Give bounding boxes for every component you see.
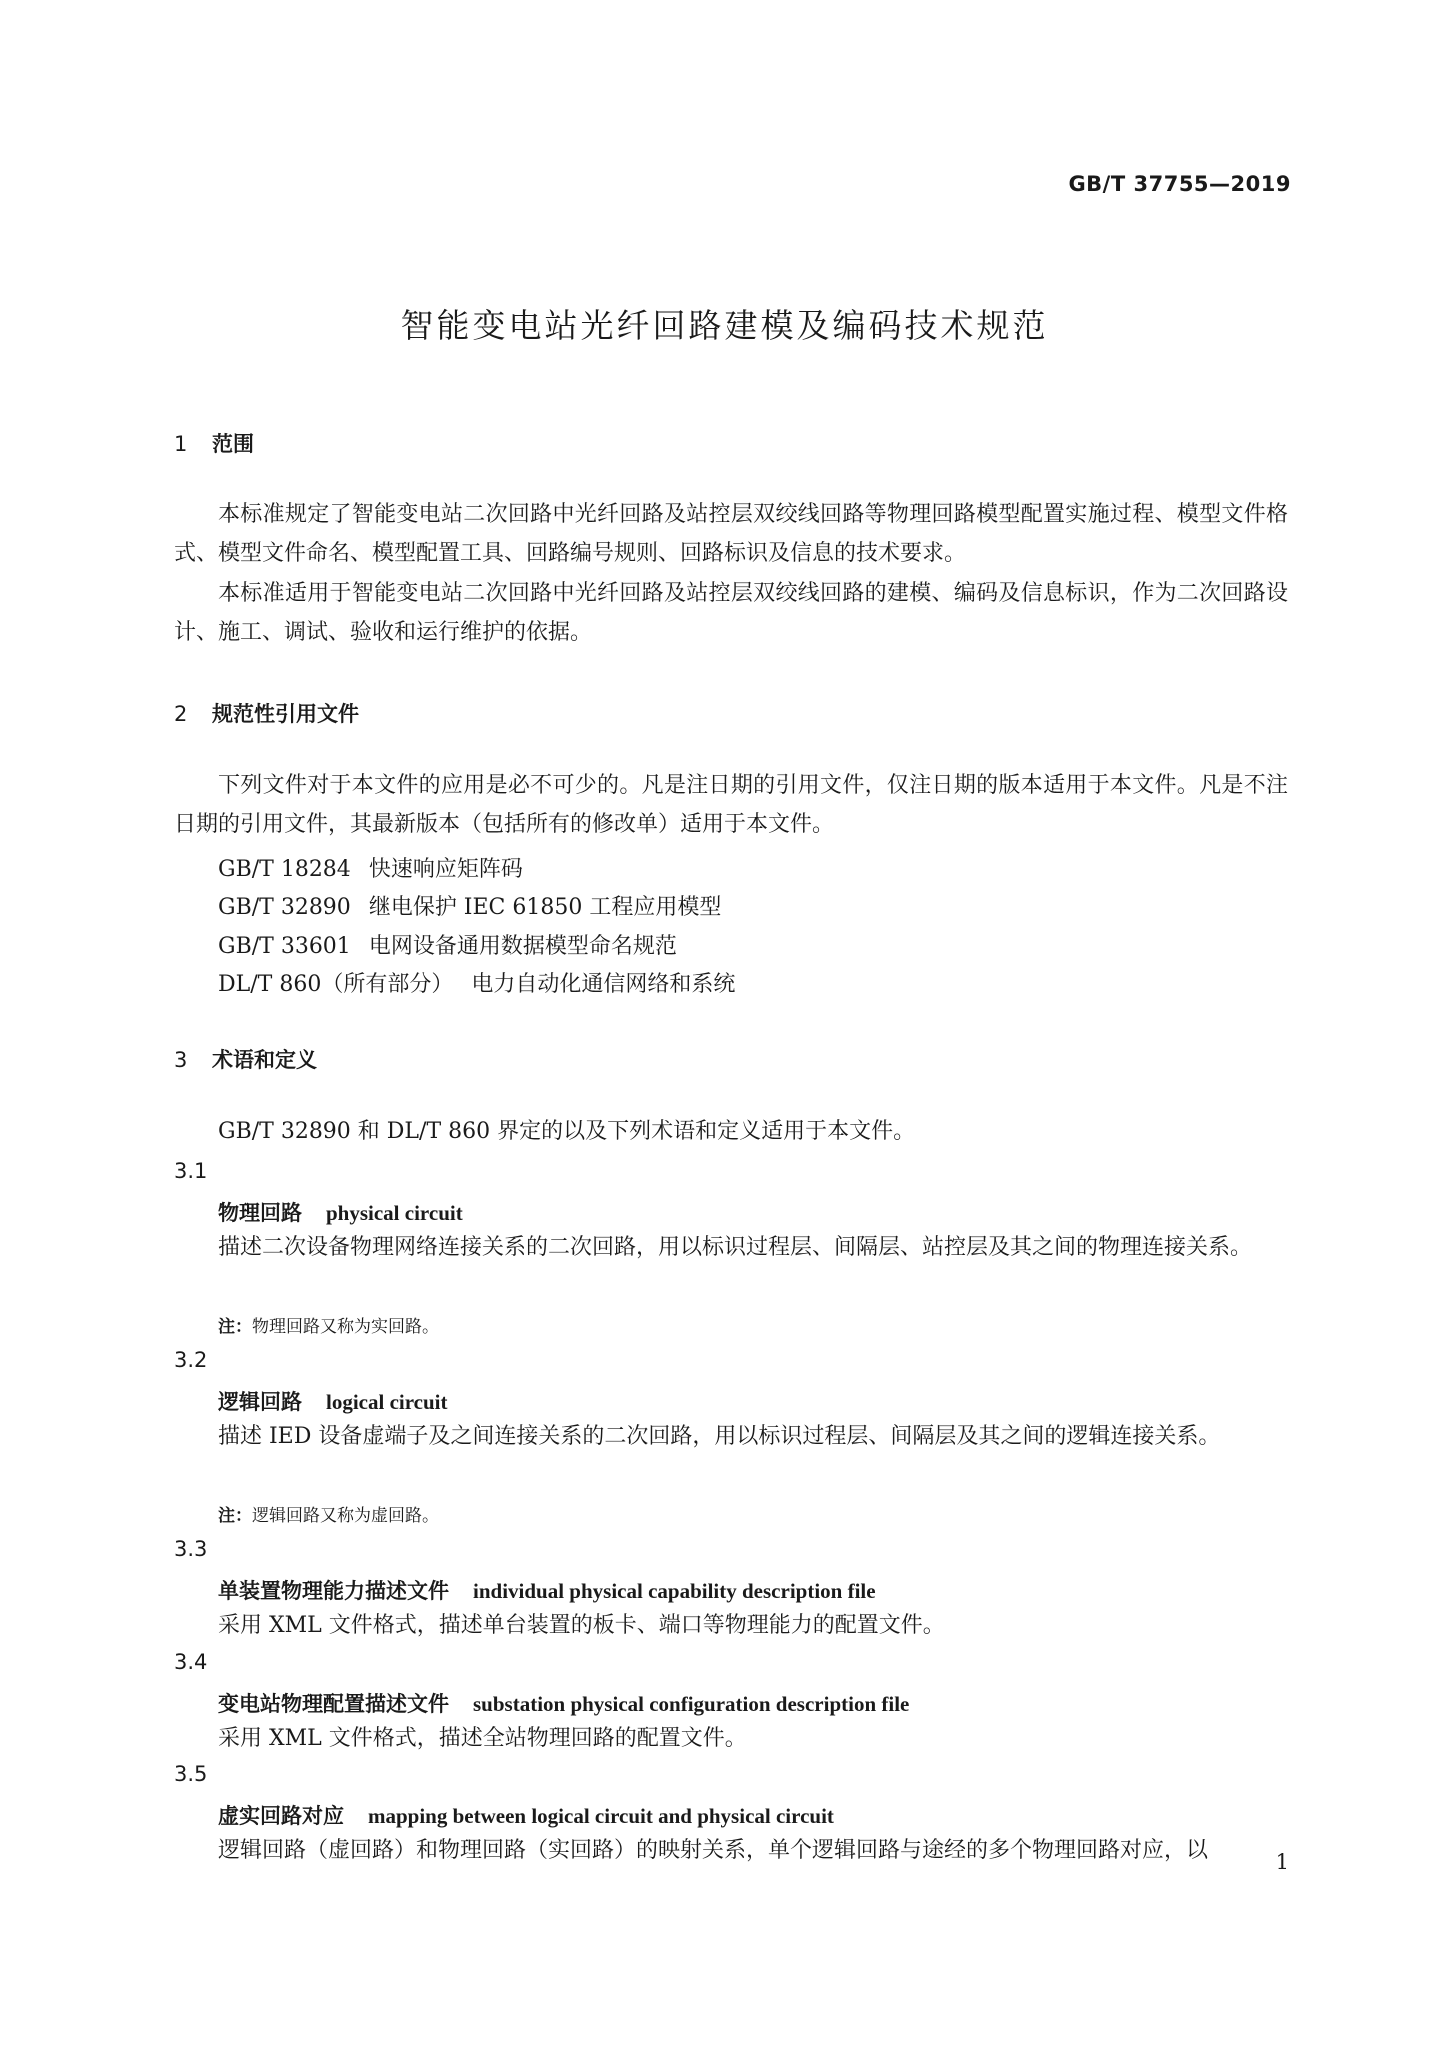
term-english: logical circuit bbox=[326, 1390, 448, 1414]
section-title: 规范性引用文件 bbox=[212, 702, 359, 726]
term-chinese: 变电站物理配置描述文件 bbox=[218, 1692, 449, 1716]
term-definition: 描述 IED 设备虚端子及之间连接关系的二次回路，用以标识过程层、间隔层及其之间的逻辑连接关系。 bbox=[218, 1424, 1221, 1449]
term-heading bbox=[218, 1688, 909, 1718]
section-number: 1 bbox=[174, 432, 188, 456]
reference-code: DL/T 860（所有部分） bbox=[218, 972, 454, 997]
term-heading bbox=[218, 1800, 834, 1830]
note-label: 注： bbox=[218, 1317, 252, 1337]
term-chinese: 逻辑回路 bbox=[218, 1390, 302, 1414]
term-number: 3.5 bbox=[174, 1762, 208, 1786]
section-2-heading bbox=[174, 698, 359, 728]
reference-name: 继电保护 IEC 61850 工程应用模型 bbox=[368, 895, 722, 920]
document-title: 智能变电站光纤回路建模及编码技术规范 bbox=[400, 306, 1049, 345]
term-chinese: 单装置物理能力描述文件 bbox=[218, 1579, 449, 1603]
section-number: 3 bbox=[174, 1048, 188, 1072]
reference-name: 快速响应矩阵码 bbox=[368, 857, 523, 882]
reference-item bbox=[218, 890, 721, 921]
section-1-paragraph-1: 本标准规定了智能变电站二次回路中光纤回路及站控层双绞线回路等物理回路模型配置实施过程、模型文件格式、模型文件命名、模型配置工具、回路编号规则、回路标识及信息的技术要求。 bbox=[174, 502, 1288, 566]
reference-item bbox=[218, 967, 735, 998]
term-english: individual physical capability description file bbox=[473, 1579, 876, 1603]
reference-code: GB/T 32890 bbox=[218, 895, 351, 920]
section-title: 范围 bbox=[212, 432, 254, 456]
term-definition: 采用 XML 文件格式，描述单台装置的板卡、端口等物理能力的配置文件。 bbox=[218, 1613, 945, 1638]
term-number: 3.4 bbox=[174, 1650, 208, 1674]
term-definition: 采用 XML 文件格式，描述全站物理回路的配置文件。 bbox=[218, 1726, 747, 1751]
reference-code: GB/T 18284 bbox=[218, 857, 351, 882]
section-2-paragraph-1: 下列文件对于本文件的应用是必不可少的。凡是注日期的引用文件，仅注日期的版本适用于本文件。凡是不注日期的引用文件，其最新版本（包括所有的修改单）适用于本文件。 bbox=[174, 773, 1288, 837]
term-english: mapping between logical circuit and physical circuit bbox=[368, 1804, 834, 1828]
reference-item bbox=[218, 929, 677, 960]
term-english: physical circuit bbox=[326, 1201, 463, 1225]
term-chinese: 物理回路 bbox=[218, 1201, 302, 1225]
term-heading bbox=[218, 1386, 448, 1416]
term-chinese: 虚实回路对应 bbox=[218, 1804, 344, 1828]
reference-name: 电网设备通用数据模型命名规范 bbox=[368, 934, 677, 959]
term-heading bbox=[218, 1197, 463, 1227]
section-1-heading bbox=[174, 428, 254, 458]
term-definition: 逻辑回路（虚回路）和物理回路（实回路）的映射关系，单个逻辑回路与途经的多个物理回路对应，以 bbox=[218, 1838, 1209, 1863]
section-3-intro: GB/T 32890 和 DL/T 860 界定的以及下列术语和定义适用于本文件。 bbox=[218, 1119, 916, 1144]
page-number: 1 bbox=[1275, 1850, 1289, 1874]
reference-name: 电力自动化通信网络和系统 bbox=[471, 972, 736, 997]
section-number: 2 bbox=[174, 702, 188, 726]
note-text: 逻辑回路又称为虚回路。 bbox=[252, 1506, 439, 1526]
term-definition: 描述二次设备物理网络连接关系的二次回路，用以标识过程层、间隔层、站控层及其之间的物理连接关系。 bbox=[218, 1235, 1253, 1260]
note-text: 物理回路又称为实回路。 bbox=[252, 1317, 439, 1337]
term-heading bbox=[218, 1575, 876, 1605]
term-note bbox=[218, 1312, 439, 1337]
reference-item bbox=[218, 852, 523, 883]
reference-code: GB/T 33601 bbox=[218, 934, 351, 959]
section-title: 术语和定义 bbox=[212, 1048, 317, 1072]
term-number: 3.1 bbox=[174, 1159, 208, 1183]
section-3-heading bbox=[174, 1044, 317, 1074]
term-note bbox=[218, 1501, 439, 1526]
term-number: 3.2 bbox=[174, 1348, 208, 1372]
note-label: 注： bbox=[218, 1506, 252, 1526]
term-number: 3.3 bbox=[174, 1537, 208, 1561]
standard-number: GB/T 37755—2019 bbox=[1068, 172, 1291, 196]
section-1-paragraph-2: 本标准适用于智能变电站二次回路中光纤回路及站控层双绞线回路的建模、编码及信息标识，作为二次回路设计、施工、调试、验收和运行维护的依据。 bbox=[174, 581, 1288, 645]
term-english: substation physical configuration description file bbox=[473, 1692, 910, 1716]
